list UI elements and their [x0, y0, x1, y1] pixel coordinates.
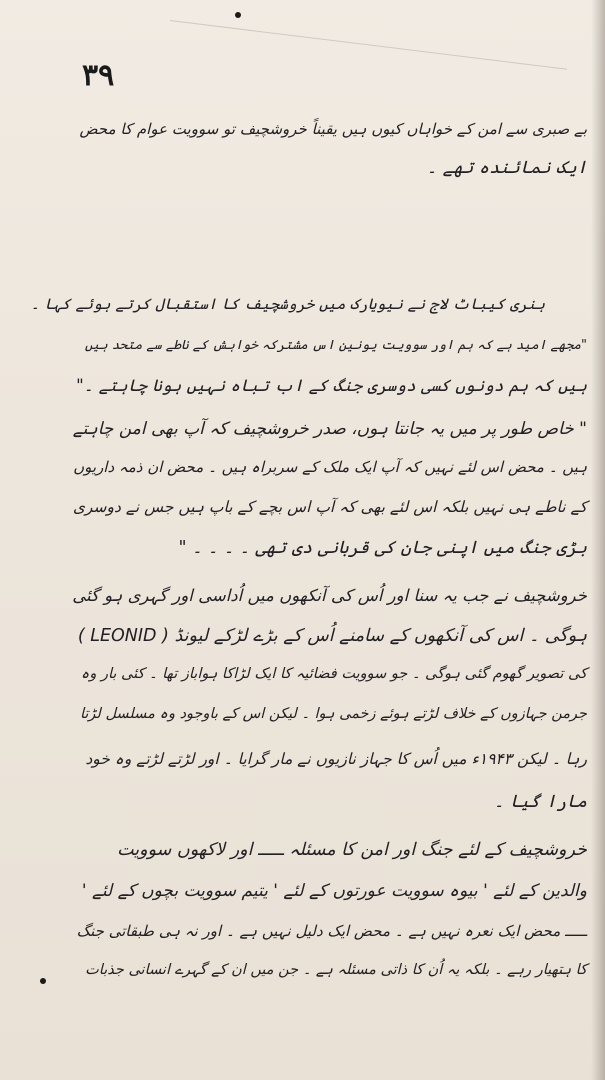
text-line: ہنری کیباٹ لاج نے نیویارک میں خروشچیف کا استقبال کرتے ہوئے کہا ۔: [30, 295, 545, 313]
text-line: ہیں ۔ محض اس لئے نہیں کہ آپ ایک ملک کے سربراہ ہیں ۔ محض ان ذمہ داریوں: [73, 458, 587, 476]
text-line: مارا گیا ۔: [493, 792, 587, 812]
text-line: رہا ۔ لیکن ۱۹۴۳ء میں اُس کا جہاز نازیوں نے مار گرایا ۔ اور لڑتے لڑتے وہ خود: [85, 750, 587, 768]
text-line: جرمن جہازوں کے خلاف لڑتے ہوئے زخمی ہوا ۔ لیکن اس کے باوجود وہ مسلسل لڑتا: [79, 706, 587, 722]
text-line: کے ناطے ہی نہیں بلکہ اس لئے بھی کہ آپ اس بچے کے باپ ہیں جس نے دوسری: [72, 498, 587, 516]
text-line: بڑی جنگ میں اپنی جان کی قربانی دی تھی ۔ ۔ ۔ ۔ ": [178, 538, 587, 558]
text-line: خروشچیف کے لئے جنگ اور امن کا مسئلہ ـــــ اور لاکھوں سوویت: [117, 840, 587, 860]
text-line: خروشچیف نے جب یہ سنا اور اُس کی آنکھوں میں اُداسی اور گہری ہو گئی: [72, 586, 587, 605]
text-line: کا ہتھیار رہے ۔ بلکہ یہ اُن کا ذاتی مسئلہ ہے ۔ جن میں ان کے گہرے انسانی جذبات: [85, 962, 587, 978]
text-line: ہوگی ۔ اس کی آنکھوں کے سامنے اُس کے بڑے لڑکے لیونڈ ( LEONID ): [77, 626, 587, 646]
paper-crease: [170, 20, 567, 70]
text-line: بے صبری سے امن کے خواہاں کیوں ہیں یقیناً خروشچیف تو سوویت عوام کا محض: [79, 120, 587, 138]
text-line: کی تصویر گھوم گئی ہوگی ۔ جو سوویت فضائیہ کا ایک لڑاکا ہواباز تھا ۔ کئی بار وہ: [80, 666, 587, 682]
page-edge-shadow: [591, 0, 605, 1080]
text-line: والدین کے لئے ' بیوہ سوویت عورتوں کے لئے ' یتیم سوویت بچوں کے لئے ': [81, 881, 587, 901]
ink-dot-top: [235, 12, 241, 18]
text-line: ـــــ محض ایک نعرہ نہیں ہے ۔ محض ایک دلیل نہیں ہے ۔ اور نہ ہی طبقاتی جنگ: [76, 922, 587, 940]
page-number: ۳۹: [82, 58, 115, 93]
text-line: " خاص طور پر میں یہ جانتا ہوں، صدر خروشچیف کہ آپ بھی امن چاہتے: [72, 419, 587, 439]
text-line: "مجھے امید ہے کہ ہم اور سوویت یونین اس مشترکہ خواہش کے ناطے سے متحد ہیں: [84, 338, 587, 353]
ink-dot-margin: [40, 978, 46, 984]
text-line: ہیں کہ ہم دونوں کسی دوسری جنگ کے اب تباہ نہیں ہونا چاہتے ۔": [76, 376, 587, 395]
text-line: ایک نمائندہ تھے ۔: [426, 158, 587, 178]
